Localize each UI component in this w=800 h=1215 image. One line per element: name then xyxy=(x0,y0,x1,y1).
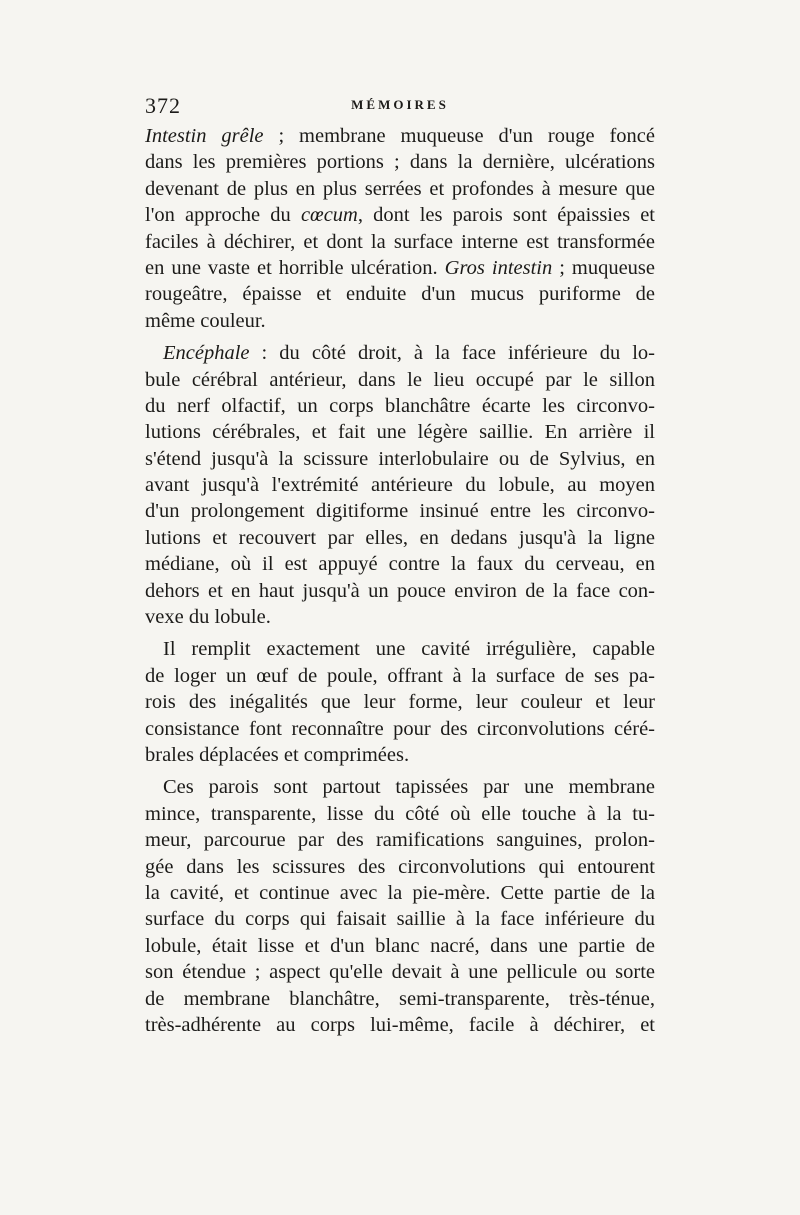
text-segment: dans les premières portions ; dans la dernière, ulcérations xyxy=(145,151,655,174)
page-number: 372 xyxy=(145,93,181,118)
text-line xyxy=(145,906,655,932)
text-segment: surface du corps qui faisait saillie à la face inférieure du xyxy=(145,908,655,931)
paragraph xyxy=(145,636,655,768)
text-line xyxy=(145,933,655,959)
body-text xyxy=(145,123,655,1038)
text-line xyxy=(145,149,655,175)
text-segment: son étendue ; aspect qu'elle devait à une pellicule ou sorte xyxy=(145,961,655,984)
text-segment: devenant de plus en plus serrées et profondes à mesure que xyxy=(145,177,655,200)
text-segment: meur, parcourue par des ramifications sanguines, prolon- xyxy=(145,829,655,852)
text-line xyxy=(145,367,655,393)
text-line xyxy=(145,689,655,715)
text-segment: ; muqueuse xyxy=(552,256,655,279)
text-line xyxy=(145,393,655,419)
text-line xyxy=(145,498,655,524)
text-segment: vexe du lobule. xyxy=(145,606,271,629)
text-segment: lutions cérébrales, et fait une légère saillie. En arrière il xyxy=(145,421,655,444)
text-segment: bule cérébral antérieur, dans le lieu occupé par le sillon xyxy=(145,368,655,391)
text-segment: gée dans les scissures des circonvolutions qui entourent xyxy=(145,855,655,878)
running-title: MÉMOIRES xyxy=(351,97,449,112)
text-segment: du nerf olfactif, un corps blanchâtre écarte les circonvo- xyxy=(145,394,655,417)
text-segment: ; membrane muqueuse d'un rouge foncé xyxy=(263,125,655,147)
text-segment: l'on approche du xyxy=(145,204,301,227)
text-line xyxy=(145,229,655,255)
text-line xyxy=(145,636,655,662)
text-segment: lutions et recouvert par elles, en dedans jusqu'à la ligne xyxy=(145,526,655,549)
text-line xyxy=(145,340,655,366)
text-segment: avant jusqu'à l'extrémité antérieure du lobule, au moyen xyxy=(145,474,655,497)
text-line xyxy=(145,281,655,307)
text-segment: faciles à déchirer, et dont la surface interne est transformée xyxy=(145,230,655,253)
text-segment: brales déplacées et comprimées. xyxy=(145,743,410,766)
text-segment: mince, transparente, lisse du côté où elle touche à la tu- xyxy=(145,802,655,825)
text-segment: très-adhérente au corps lui-même, facile à déchirer, et xyxy=(145,1013,655,1036)
text-line xyxy=(145,604,655,630)
text-line xyxy=(145,663,655,689)
text-segment: en une vaste et horrible ulcération. xyxy=(145,256,445,279)
text-line xyxy=(145,1012,655,1038)
text-segment: consistance font reconnaître pour des circonvolutions céré- xyxy=(145,717,655,740)
text-segment: Encéphale xyxy=(163,342,250,365)
text-segment: lobule, était lisse et d'un blanc nacré, dans une partie de xyxy=(145,934,655,957)
text-line xyxy=(145,123,655,149)
page-header xyxy=(145,93,655,123)
text-segment: , dont les parois sont épaissies et xyxy=(357,204,655,227)
text-line xyxy=(145,308,655,334)
text-line xyxy=(145,742,655,768)
paragraph xyxy=(145,340,655,630)
text-segment: rois des inégalités que leur forme, leur couleur et leur xyxy=(145,691,655,714)
text-line xyxy=(145,472,655,498)
text-segment: la cavité, et continue avec la pie-mère. Cette partie de la xyxy=(145,881,655,904)
text-segment: cœcum xyxy=(300,204,358,227)
paragraph xyxy=(145,123,655,334)
text-segment: d'un prolongement digitiforme insinué entre les circonvo- xyxy=(145,500,655,523)
text-line xyxy=(145,446,655,472)
text-segment: Il remplit exactement une cavité irrégulière, capable xyxy=(163,638,655,661)
text-segment: de membrane blanchâtre, semi-transparente, très-ténue, xyxy=(145,987,655,1010)
text-line xyxy=(145,774,655,800)
text-line xyxy=(145,959,655,985)
text-segment: Intestin grêle xyxy=(145,125,264,147)
text-line xyxy=(145,854,655,880)
text-line xyxy=(145,578,655,604)
text-line xyxy=(145,255,655,281)
text-line xyxy=(145,986,655,1012)
text-segment: rougeâtre, épaisse et enduite d'un mucus puriforme de xyxy=(145,283,655,306)
text-line xyxy=(145,525,655,551)
text-segment: médiane, où il est appuyé contre la faux du cerveau, en xyxy=(145,553,655,576)
text-line xyxy=(145,716,655,742)
text-segment: : du côté droit, à la face inférieure du lo- xyxy=(249,342,655,365)
text-line xyxy=(145,419,655,445)
text-line xyxy=(145,801,655,827)
text-line xyxy=(145,827,655,853)
text-segment: Gros intestin xyxy=(444,256,553,279)
text-segment: s'étend jusqu'à la scissure interlobulaire ou de Sylvius, en xyxy=(145,447,655,470)
text-segment: dehors et en haut jusqu'à un pouce environ de la face con- xyxy=(145,579,655,602)
text-line xyxy=(145,202,655,228)
text-segment: même couleur. xyxy=(145,309,266,332)
text-segment: Ces parois sont partout tapissées par une membrane xyxy=(163,776,655,799)
text-line xyxy=(145,176,655,202)
paragraph xyxy=(145,774,655,1038)
text-line xyxy=(145,880,655,906)
text-segment: de loger un œuf de poule, offrant à la surface de ses pa- xyxy=(145,664,655,687)
text-line xyxy=(145,551,655,577)
